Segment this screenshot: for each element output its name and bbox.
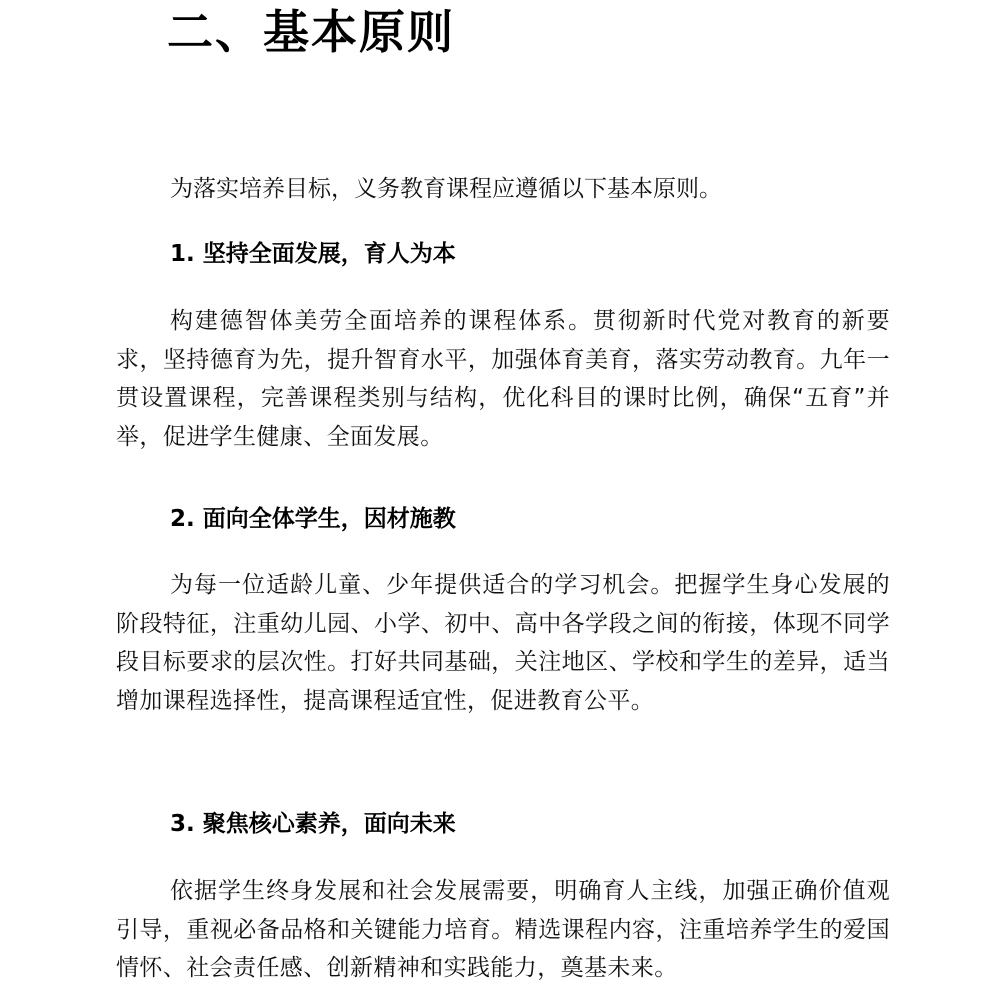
principle-heading-2: 2. 面向全体学生，因材施教 — [170, 506, 456, 532]
principle-body-3: 依据学生终身发展和社会发展需要，明确育人主线，加强正确价值观引导，重视必备品格和关键能力培育。精选课程内容，注重培养学生的爱国情怀、社会责任感、创新精神和实践能力，奠基未来。 — [116, 878, 890, 982]
principle-heading-3: 3. 聚焦核心素养，面向未来 — [170, 811, 456, 837]
intro-paragraph: 为落实培养目标，义务教育课程应遵循以下基本原则。 — [170, 176, 722, 202]
principle-body-2: 为每一位适龄儿童、少年提供适合的学习机会。把握学生身心发展的阶段特征，注重幼儿园、小学、初中、高中各学段之间的衔接，体现不同学段目标要求的层次性。打好共同基础，关注地区、学校和学生的差异，适当增加课程选择性，提高课程适宜性，促进教育公平。 — [116, 572, 890, 714]
section-title: 二、基本原则 — [167, 5, 455, 59]
principle-body-1: 构建德智体美劳全面培养的课程体系。贯彻新时代党对教育的新要求，坚持德育为先，提升智育水平，加强体育美育，落实劳动教育。九年一贯设置课程，完善课程类别与结构，优化科目的课时比例，确保“五育”并举，促进学生健康、全面发展。 — [116, 308, 890, 450]
principle-heading-1: 1. 坚持全面发展，育人为本 — [170, 241, 456, 267]
